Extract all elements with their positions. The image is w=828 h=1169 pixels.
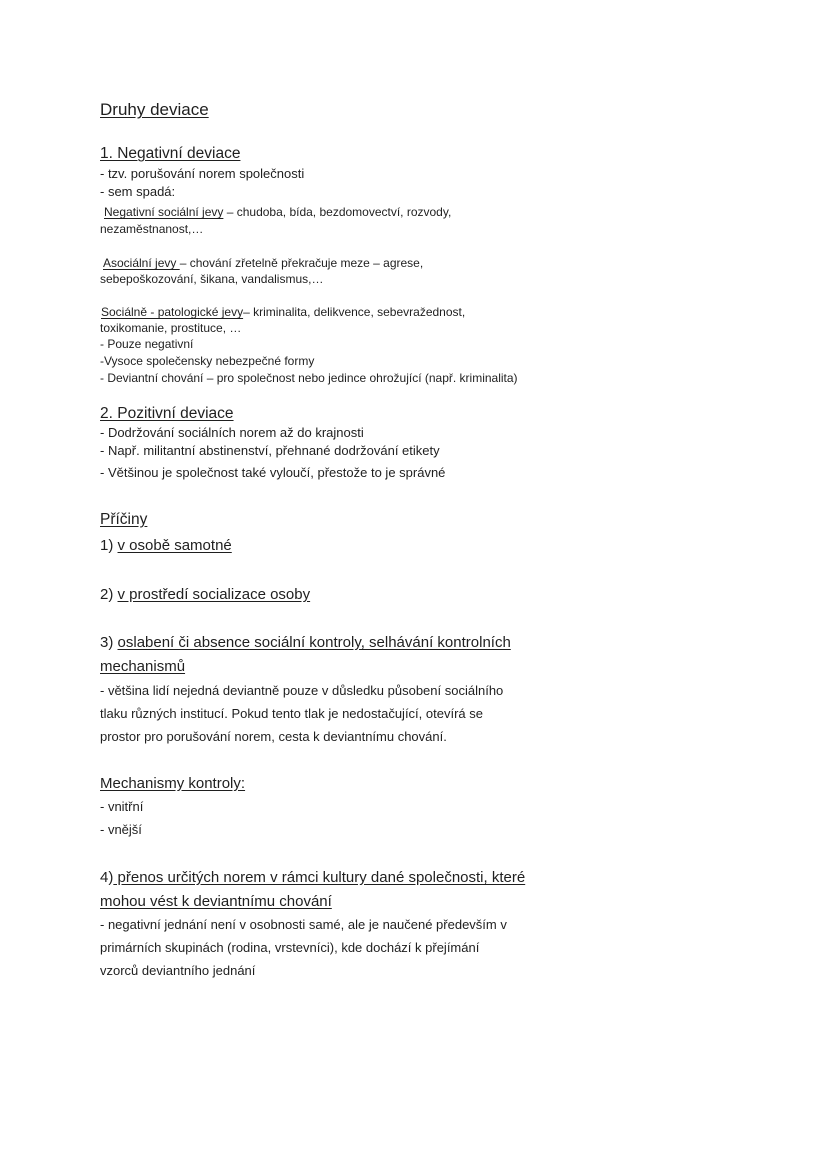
negative-item-3-cont: toxikomanie, prostituce, … — [100, 321, 242, 335]
negative-item-3-term: Sociálně - patologické jevy — [101, 305, 244, 319]
cause-4 — [100, 869, 525, 886]
cause-3-paragraph-3: prostor pro porušování norem, cesta k deviantnímu chování. — [100, 729, 447, 744]
negative-bullet-1: - Pouze negativní — [100, 337, 194, 351]
negative-line-2: - sem spadá: — [100, 184, 176, 199]
cause-3-paragraph-1: - většina lidí nejedná deviantně pouze v důsledku působení sociálního — [100, 683, 504, 698]
positive-line-1: - Dodržování sociálních norem až do krajnosti — [100, 425, 364, 440]
cause-1 — [100, 537, 232, 554]
cause-3-text: oslabení či absence sociální kontroly, selhávání kontrolních — [117, 634, 511, 651]
cause-4-text: přenos určitých norem v rámci kultury dané společnosti, které — [113, 869, 526, 886]
cause-3-cont: mechanismů — [100, 658, 186, 675]
cause-4-number: 4) — [100, 869, 114, 886]
negative-item-1-term: Negativní sociální jevy — [104, 205, 224, 219]
cause-3-paragraph-2: tlaku různých institucí. Pokud tento tlak je nedostačující, otevírá se — [100, 706, 483, 721]
positive-line-3: - Většinou je společnost také vyloučí, přestože to je správné — [100, 465, 446, 480]
negative-item-3-text: – kriminalita, delikvence, sebevražednost, — [243, 305, 466, 319]
mechanism-2: - vnější — [100, 822, 142, 837]
negative-item-2 — [103, 256, 423, 270]
negative-bullet-2: -Vysoce společensky nebezpečné formy — [100, 354, 315, 368]
cause-2-number: 2) — [100, 586, 118, 603]
negative-item-1-text: – chudoba, bída, bezdomovectví, rozvody, — [223, 205, 452, 219]
cause-2-text: v prostředí socializace osoby — [117, 586, 311, 603]
cause-1-number: 1) — [100, 537, 118, 554]
cause-3-number: 3) — [100, 634, 118, 651]
negative-item-3 — [101, 305, 465, 319]
cause-1-text: v osobě samotné — [117, 537, 232, 554]
negative-item-1 — [104, 205, 451, 219]
negative-item-2-term: Asociální jevy — [103, 256, 180, 270]
negative-item-2-cont: sebepoškozování, šikana, vandalismus,… — [100, 272, 324, 286]
page-title: Druhy deviace — [100, 100, 209, 119]
negative-bullet-3: - Deviantní chování – pro společnost nebo jedince ohrožující (např. kriminalita) — [100, 371, 518, 385]
causes-heading: Příčiny — [100, 511, 148, 528]
positive-heading: 2. Pozitivní deviace — [100, 405, 234, 422]
cause-4-cont: mohou vést k deviantnímu chování — [100, 893, 332, 910]
negative-heading: 1. Negativní deviace — [100, 145, 241, 162]
mechanism-1: - vnitřní — [100, 799, 144, 814]
cause-4-paragraph-1: - negativní jednání není v osobnosti samé, ale je naučené především v — [100, 917, 507, 932]
cause-3 — [100, 634, 511, 651]
negative-line-1: - tzv. porušování norem společnosti — [100, 166, 305, 181]
positive-line-2: - Např. militantní abstinenství, přehnané dodržování etikety — [100, 443, 440, 458]
cause-4-paragraph-2: primárních skupinách (rodina, vrstevníci), kde dochází k přejímání — [100, 940, 480, 955]
negative-item-2-text: – chování zřetelně překračuje meze – agrese, — [179, 256, 424, 270]
cause-2 — [100, 586, 310, 603]
negative-item-1-cont: nezaměstnanost,… — [100, 222, 204, 236]
mechanisms-heading: Mechanismy kontroly: — [100, 775, 246, 792]
cause-4-paragraph-3: vzorců deviantního jednání — [100, 963, 256, 978]
